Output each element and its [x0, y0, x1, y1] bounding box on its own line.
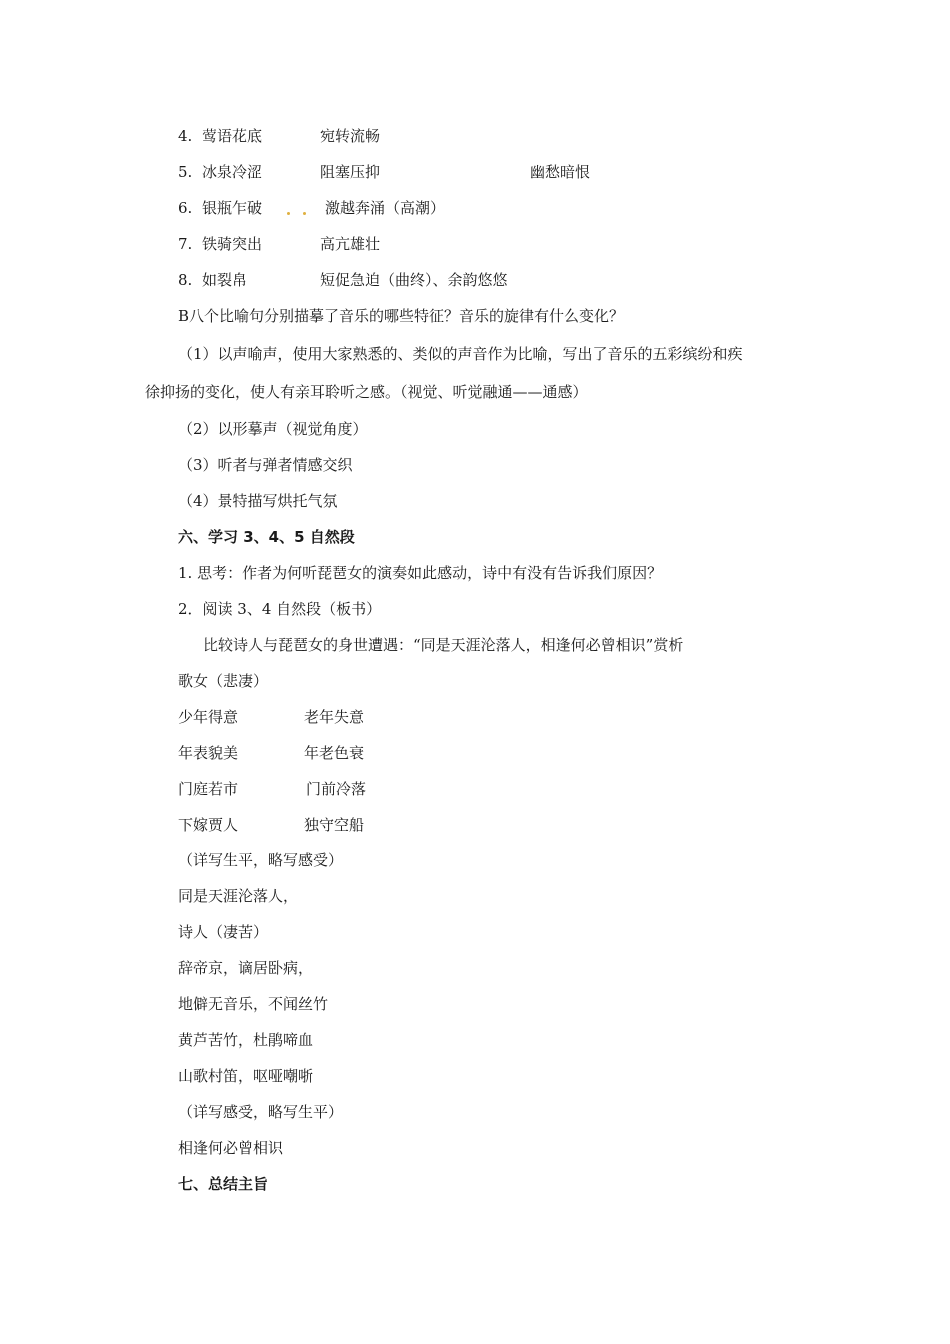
metaphor-num-6: 6. [178, 199, 193, 217]
metaphor-image-4: 莺语花底 [202, 127, 263, 145]
answer-1-line-1: （1）以声喻声，使用大家熟悉的、类似的声音作为比喻，写出了音乐的五彩缤纷和疾 [178, 345, 743, 363]
section-6-question-2: 2．阅读 3、4 自然段（板书） [178, 600, 382, 618]
metaphor-feeling-7: 高亢雄壮 [320, 235, 381, 253]
answer-1-line-2: 徐抑扬的变化，使人有亲耳聆听之感。（视觉、听觉融通——通感） [145, 383, 588, 401]
metaphor-image-7: 铁骑突出 [202, 235, 263, 253]
answer-4: （4）景特描写烘托气氛 [178, 492, 338, 510]
closing-line: 相逢何必曾相识 [178, 1139, 284, 1157]
singer-pair-left: 下嫁贾人 [178, 816, 239, 834]
metaphor-feeling-6: 激越奔涌（高潮） [325, 199, 446, 217]
section-7-heading: 七、总结主旨 [178, 1175, 269, 1193]
emphasis-dot [303, 212, 306, 215]
metaphor-num-5: 5. [178, 163, 193, 181]
poet-heading: 诗人（凄苦） [178, 923, 269, 941]
singer-pair-right: 年老色衰 [304, 744, 365, 762]
metaphor-extra-5: 幽愁暗恨 [530, 163, 591, 181]
metaphor-num-4: 4. [178, 127, 193, 145]
metaphor-image-5: 冰泉冷涩 [202, 163, 263, 181]
singer-pair-left: 年表貌美 [178, 744, 239, 762]
poet-note: （详写感受，略写生平） [178, 1103, 344, 1121]
singer-pair-right: 门前冷落 [306, 780, 367, 798]
singer-pair-right: 老年失意 [304, 708, 365, 726]
section-6-question-1: 1. 思考：作者为何听琵琶女的演奏如此感动，诗中有没有告诉我们原因？ [178, 564, 663, 582]
singer-pair-left: 少年得意 [178, 708, 239, 726]
metaphor-feeling-4: 宛转流畅 [320, 127, 381, 145]
metaphor-image-8: 如裂帛 [202, 271, 248, 289]
singer-heading: 歌女（悲凄） [178, 672, 269, 690]
section-6-heading: 六、学习 3、4、5 自然段 [178, 528, 355, 546]
singer-pair-left: 门庭若市 [178, 780, 239, 798]
metaphor-num-7: 7. [178, 235, 193, 253]
singer-pair-right: 独守空船 [304, 816, 365, 834]
question-b: B八个比喻句分别描摹了音乐的哪些特征？音乐的旋律有什么变化？ [178, 307, 625, 325]
poet-line: 山歌村笛，呕哑嘲哳 [178, 1067, 314, 1085]
poet-line: 黄芦苦竹，杜鹃啼血 [178, 1031, 314, 1049]
shared-line: 同是天涯沦落人， [178, 887, 299, 905]
answer-2: （2）以形摹声（视觉角度） [178, 420, 368, 438]
singer-note: （详写生平，略写感受） [178, 851, 344, 869]
metaphor-image-6: 银瓶乍破 [202, 199, 263, 217]
poet-line: 地僻无音乐，不闻丝竹 [178, 995, 329, 1013]
emphasis-dot [287, 212, 290, 215]
answer-3: （3）听者与弹者情感交织 [178, 456, 353, 474]
metaphor-feeling-5: 阻塞压抑 [320, 163, 381, 181]
metaphor-feeling-8: 短促急迫（曲终）、余韵悠悠 [320, 271, 508, 289]
compare-line: 比较诗人与琵琶女的身世遭遇：“同是天涯沦落人，相逢何必曾相识”赏析 [203, 636, 684, 654]
poet-line: 辞帝京，谪居卧病， [178, 959, 314, 977]
metaphor-num-8: 8. [178, 271, 193, 289]
